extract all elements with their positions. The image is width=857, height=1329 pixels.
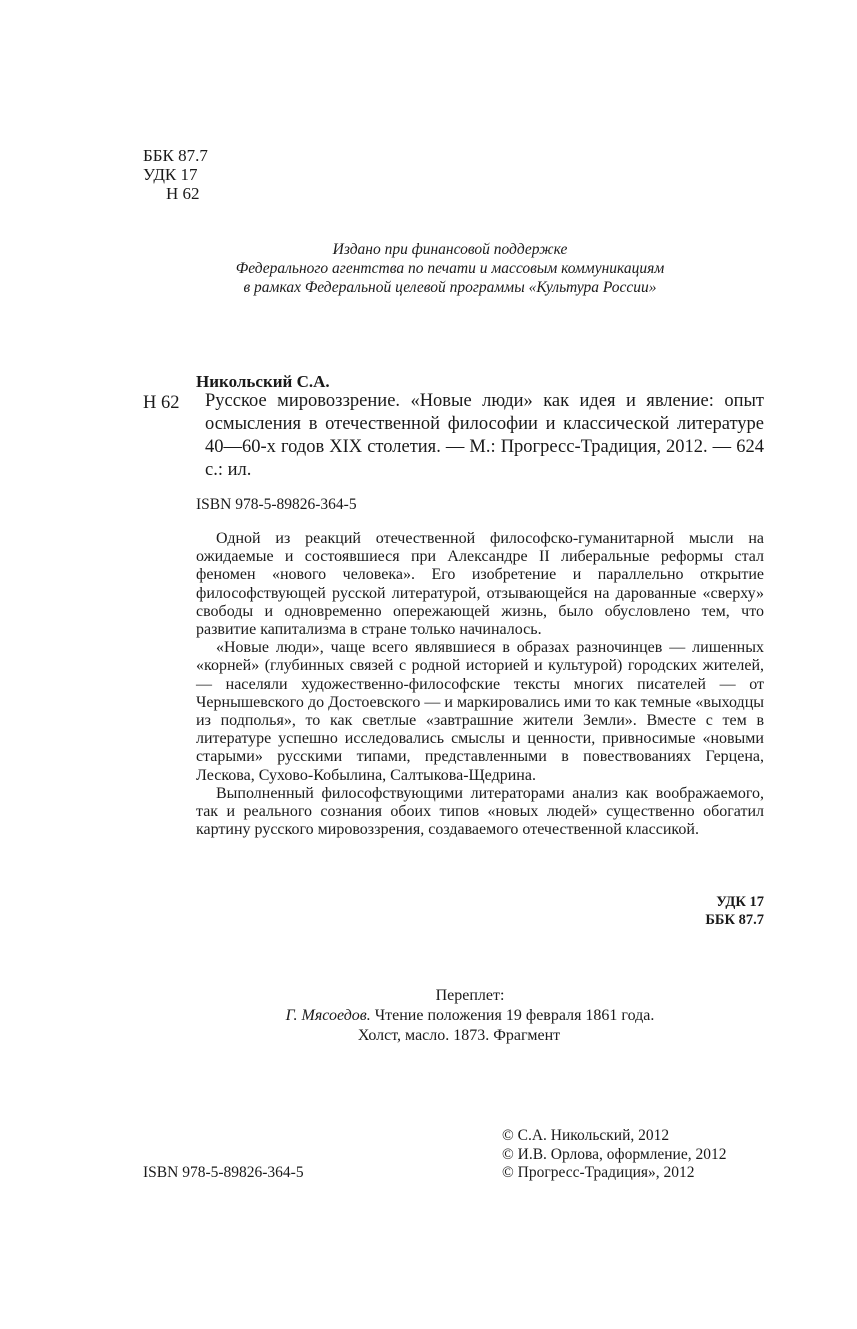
copyright-publisher: © Прогресс-Традиция», 2012 xyxy=(502,1164,695,1181)
bbk-code: ББК 87.7 xyxy=(143,146,208,165)
funding-line-1: Издано при финансовой поддержке xyxy=(332,241,568,258)
copyright-author: © С.А. Никольский, 2012 xyxy=(502,1127,670,1144)
binding-credit xyxy=(230,986,710,1046)
copyright-block xyxy=(502,1127,726,1183)
funding-line-3: в рамках Федеральной целевой программы «Культура России» xyxy=(243,279,657,296)
funding-line-2: Федерального агентства по печати и массовым коммуникациям xyxy=(235,260,665,277)
author-name: Никольский С.А. xyxy=(196,372,330,391)
binding-artwork-line xyxy=(230,1006,710,1026)
classification-codes xyxy=(143,146,208,203)
funding-note xyxy=(150,240,750,297)
copyright-design: © И.В. Орлова, оформление, 2012 xyxy=(502,1145,727,1163)
isbn-top: ISBN 978-5-89826-364-5 xyxy=(196,496,357,513)
bibliographic-author-mark: Н 62 xyxy=(143,393,180,413)
annotation-udk: УДК 17 xyxy=(716,894,764,910)
bibliographic-text: Русское мировоззрение. «Новые люди» как идея и явление: опыт осмысления в отечественной философии и классической литературе 40—60-х годов XIX столетия. — М.: Прогресс-Традиция, 2012. — 624 с.: ил. xyxy=(205,391,764,480)
binding-medium: Холст, масло. 1873. Фрагмент xyxy=(357,1027,561,1044)
binding-artist: Г. Мясоедов. xyxy=(285,1007,371,1024)
binding-title: Чтение положения 19 февраля 1861 года. xyxy=(374,1007,655,1024)
bibliographic-description xyxy=(205,390,764,482)
annotation-paragraph-2: «Новые люди», чаще всего являвшиеся в образах разночинцев — лишенных «корней» (глубинных связей с родной историей и культурой) городских жителей, — населяли художественно-философские тексты многих писателей — от Чернышевского до Достоевского — и маркировались ими то как темные «выходцы из подполья», то как светлые «завтрашние жители Земли». Вместе с тем в литературе успешно исследовались смыслы и ценности, привносимые «новыми старыми» русскими типами, представленными в повествованиях Герцена, Лескова, Сухово-Кобылина, Салтыкова-Щедрина. xyxy=(196,639,764,784)
author-mark: Н 62 xyxy=(166,184,200,203)
udk-code: УДК 17 xyxy=(143,165,198,184)
isbn-bottom: ISBN 978-5-89826-364-5 xyxy=(143,1164,304,1181)
binding-label: Переплет: xyxy=(435,987,505,1004)
annotation-bbk: ББК 87.7 xyxy=(705,912,764,928)
annotation-paragraph-3: Выполненный философствующими литераторами анализ как воображаемого, так и реального сознания обоих типов «новых людей» существенно обогатил картину русского мировоззрения, создаваемого отечественной классикой. xyxy=(196,784,764,839)
annotation xyxy=(196,530,764,839)
annotation-codes xyxy=(560,893,764,929)
annotation-paragraph-1: Одной из реакций отечественной философско-гуманитарной мысли на ожидаемые и состоявшиеся при Александре II либеральные реформы стал феномен «нового человека». Его изобретение и параллельно открытие философствующей русской литературой, отзывающейся на дарованные «сверху» свободы и одновременно опережающей жизнь, было обусловлено тем, что развитие капитализма в стране только начиналось. xyxy=(196,530,764,639)
